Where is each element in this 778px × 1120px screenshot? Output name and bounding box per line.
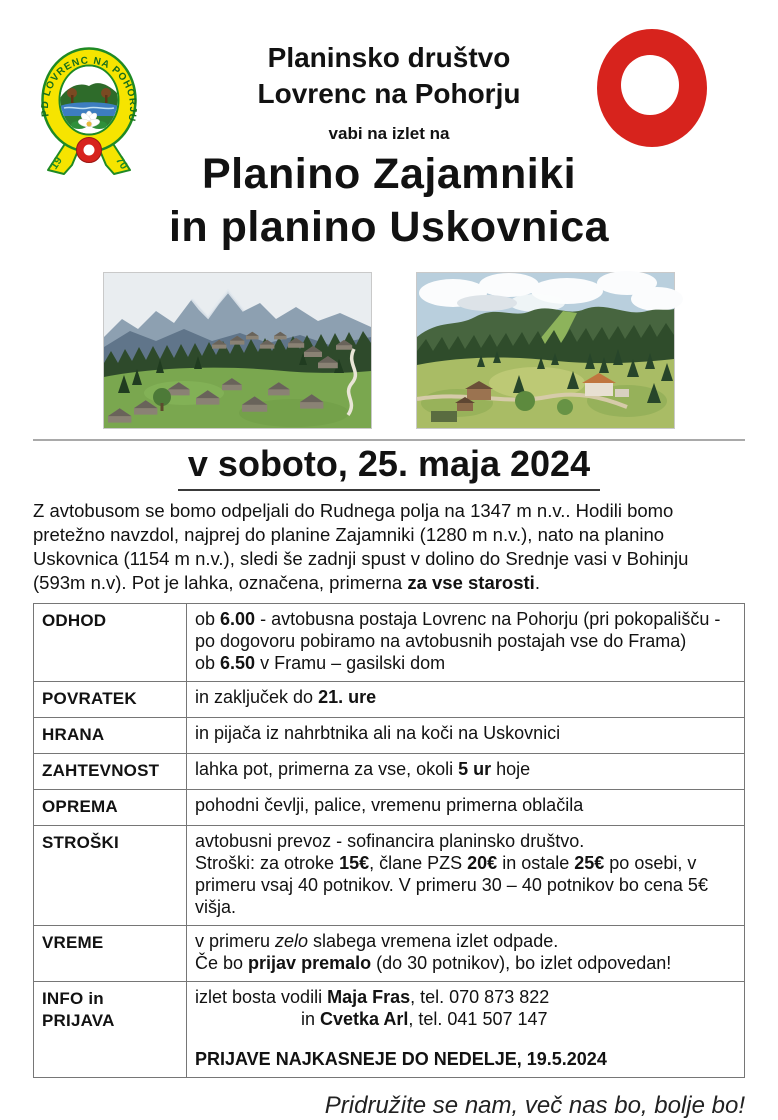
table-row xyxy=(34,790,745,826)
red-trail-marker-icon xyxy=(596,28,708,148)
text-segment: in ostale xyxy=(497,853,575,873)
text-segment: Z avtobusom se bomo odpeljali do Rudnega polja na 1347 m n.v.. Hodili bomo pretežno navzdol, najprej do planine Zajamniki (1280 m n.v.), nato na planino Uskovnica (1154 m n.v.), sledi še zadnji spust v dolino do Srednje vasi v Bohinju (593m n.v). Pot je lahka, označena, primerna xyxy=(33,500,689,593)
table-row xyxy=(34,982,745,1078)
text-segment: izlet bosta vodili xyxy=(195,987,328,1007)
table-row xyxy=(34,754,745,790)
text-segment: in zaključek do xyxy=(195,687,319,707)
text-segment: , tel. 041 507 147 xyxy=(408,1009,548,1029)
info-table-body xyxy=(34,604,745,1078)
table-row xyxy=(34,682,745,718)
text-segment: 20€ xyxy=(467,853,498,873)
logo-ring-text: PD LOVRENC NA POHORJU xyxy=(39,55,139,123)
text-segment: ob xyxy=(195,653,221,673)
content-line xyxy=(195,952,736,974)
text-segment: , tel. 070 873 822 xyxy=(410,987,550,1007)
text-segment: 6.00 xyxy=(220,609,256,629)
text-segment: 21. ure xyxy=(318,687,377,707)
content-line xyxy=(195,830,736,852)
text-segment: avtobusni prevoz - sofinancira planinsko društvo. xyxy=(195,831,585,851)
intro-paragraph xyxy=(33,499,745,595)
content-line xyxy=(195,608,736,652)
text-segment: - avtobusna postaja Lovrenc na Pohorju (pri pokopališču - po dogovoru pobiramo na avtobusnih postajah vse do Frama) xyxy=(195,609,721,651)
row-content xyxy=(187,982,745,1078)
text-segment: Maja Fras xyxy=(327,987,411,1007)
date-heading-wrap xyxy=(0,443,778,491)
club-logo-icon xyxy=(36,38,142,200)
content-line xyxy=(195,794,736,816)
logo-year-left: 19 xyxy=(48,154,65,172)
row-label: HRANA xyxy=(34,718,187,754)
row-label: ODHOD xyxy=(34,604,187,682)
photo-zajamniki xyxy=(103,272,372,429)
text-segment: PRIJAVE NAJKASNEJE DO NEDELJE, 19.5.2024 xyxy=(195,1049,607,1069)
text-segment: slabega vremena izlet odpade. xyxy=(308,931,559,951)
text-segment: 25€ xyxy=(574,853,605,873)
text-segment: prijav premalo xyxy=(248,953,372,973)
content-line xyxy=(195,686,736,708)
row-content xyxy=(187,718,745,754)
row-content xyxy=(187,604,745,682)
text-segment: v Framu – gasilski dom xyxy=(255,653,446,673)
row-content xyxy=(187,926,745,982)
table-row xyxy=(34,926,745,982)
photo-uskovnica xyxy=(416,272,675,429)
content-line xyxy=(195,1048,736,1070)
content-line xyxy=(195,758,736,780)
text-segment: Cvetka Arl xyxy=(320,1009,409,1029)
text-segment: po osebi, v primeru vsaj 40 potnikov. V primeru 30 – 40 potnikov bo cena 5€ višja. xyxy=(195,853,708,917)
text-segment: hoje xyxy=(491,759,531,779)
row-content xyxy=(187,754,745,790)
row-content xyxy=(187,826,745,926)
text-segment: in pijača iz nahrbtnika ali na koči na Uskovnici xyxy=(195,723,561,743)
row-content xyxy=(187,682,745,718)
content-line xyxy=(195,852,736,918)
table-row xyxy=(34,718,745,754)
text-segment: 5 ur xyxy=(458,759,492,779)
text-segment: (do 30 potnikov), bo izlet odpovedan! xyxy=(371,953,672,973)
row-label: ZAHTEVNOST xyxy=(34,754,187,790)
content-line xyxy=(301,1008,736,1030)
flyer-header xyxy=(0,0,778,260)
text-segment: za vse starosti xyxy=(407,572,535,593)
organization-name-line1: Planinsko društvo xyxy=(267,42,511,73)
trip-title-line2: in planino Uskovnica xyxy=(168,203,610,251)
row-label: STROŠKI xyxy=(34,826,187,926)
text-segment: in xyxy=(301,1009,321,1029)
text-segment: lahka pot, primerna za vse, okoli xyxy=(195,759,459,779)
closing-slogan: Pridružite se nam, več nas bo, bolje bo! xyxy=(324,1092,745,1119)
content-line xyxy=(195,722,736,744)
trip-info-table xyxy=(33,603,745,1078)
photo-row xyxy=(0,272,778,429)
text-segment: Stroški: za otroke xyxy=(195,853,340,873)
text-segment: 6.50 xyxy=(220,653,256,673)
row-content xyxy=(187,790,745,826)
date-heading: v soboto, 25. maja 2024 xyxy=(178,443,600,491)
text-segment: v primeru xyxy=(195,931,276,951)
text-segment: ob xyxy=(195,609,221,629)
text-segment: 15€ xyxy=(339,853,370,873)
trip-title-line1: Planino Zajamniki xyxy=(201,150,577,198)
content-line xyxy=(195,986,736,1008)
table-row xyxy=(34,826,745,926)
text-segment: Če bo xyxy=(195,953,249,973)
text-segment: zelo xyxy=(275,931,309,951)
row-label: VREME xyxy=(34,926,187,982)
table-row xyxy=(34,604,745,682)
row-label: INFO in PRIJAVA xyxy=(34,982,187,1078)
row-label: OPREMA xyxy=(34,790,187,826)
invite-line: vabi na izlet na xyxy=(328,124,450,143)
text-segment: pohodni čevlji, palice, vremenu primerna oblačila xyxy=(195,795,584,815)
row-label: POVRATEK xyxy=(34,682,187,718)
logo-year-right: 70 xyxy=(113,154,130,172)
divider-line xyxy=(33,439,745,441)
text-segment: . xyxy=(534,572,540,593)
content-line xyxy=(195,652,736,674)
text-segment: , člane PZS xyxy=(369,853,468,873)
organization-name-line2: Lovrenc na Pohorju xyxy=(257,78,521,109)
content-line xyxy=(195,930,736,952)
